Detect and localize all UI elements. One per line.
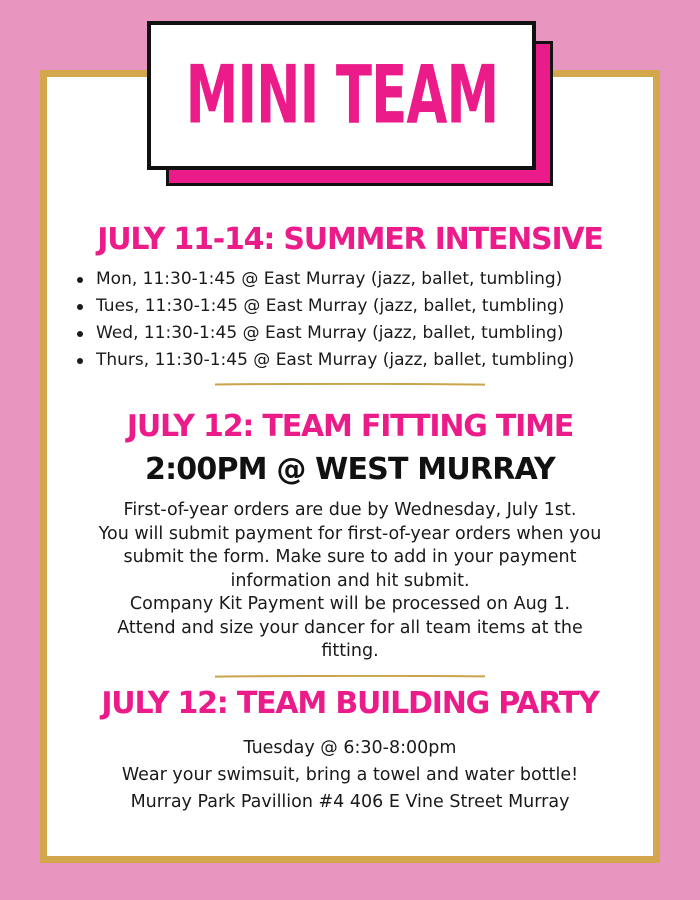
schedule-item-text: Thurs, 11:30-1:45 @ East Murray (jazz, ballet, tumbling) [96, 350, 575, 370]
party-details [55, 735, 645, 816]
fitting-line: Company Kit Payment will be processed on Aug 1. [129, 594, 571, 614]
schedule-item-text: Tues, 11:30-1:45 @ East Murray (jazz, ballet, tumbling) [96, 296, 565, 316]
list-item [74, 293, 574, 320]
fitting-line: You will submit payment for first-of-year orders when you [98, 523, 602, 544]
fitting-line: First-of-year orders are due by Wednesday, July 1st. [123, 500, 577, 520]
party-line: Tuesday @ 6:30-8:00pm [243, 738, 457, 758]
schedule-item-text: Mon, 11:30-1:45 @ East Murray (jazz, ballet, tumbling) [96, 269, 563, 289]
schedule-item-text: Wed, 11:30-1:45 @ East Murray (jazz, ballet, tumbling) [96, 323, 564, 343]
list-item [74, 320, 574, 347]
party-line: Wear your swimsuit, bring a towel and water bottle! [121, 765, 579, 785]
bullet-icon [77, 331, 83, 337]
fitting-time-location: 2:00PM @ WEST MURRAY [145, 452, 555, 487]
fitting-line: information and hit submit. [230, 570, 470, 591]
party-heading: JULY 12: TEAM BUILDING PARTY [101, 686, 599, 721]
intensive-heading: JULY 11-14: SUMMER INTENSIVE [97, 222, 603, 257]
bullet-icon [77, 277, 83, 283]
intensive-schedule-list [74, 266, 574, 374]
title-box [147, 21, 536, 170]
gold-divider [215, 675, 485, 678]
fitting-heading: JULY 12: TEAM FITTING TIME [126, 409, 574, 444]
list-item [74, 266, 574, 293]
fitting-line: fitting. [321, 641, 379, 661]
page-title: MINI TEAM [185, 49, 498, 142]
fitting-line: Attend and size your dancer for all team items at the [117, 617, 583, 638]
bullet-icon [77, 358, 83, 364]
gold-divider [215, 383, 485, 386]
list-item [74, 347, 574, 374]
party-line: Murray Park Pavillion #4 406 E Vine Street Murray [130, 792, 570, 812]
fitting-details [55, 499, 645, 664]
fitting-line: submit the form. Make sure to add in your payment [123, 547, 577, 567]
bullet-icon [77, 304, 83, 310]
